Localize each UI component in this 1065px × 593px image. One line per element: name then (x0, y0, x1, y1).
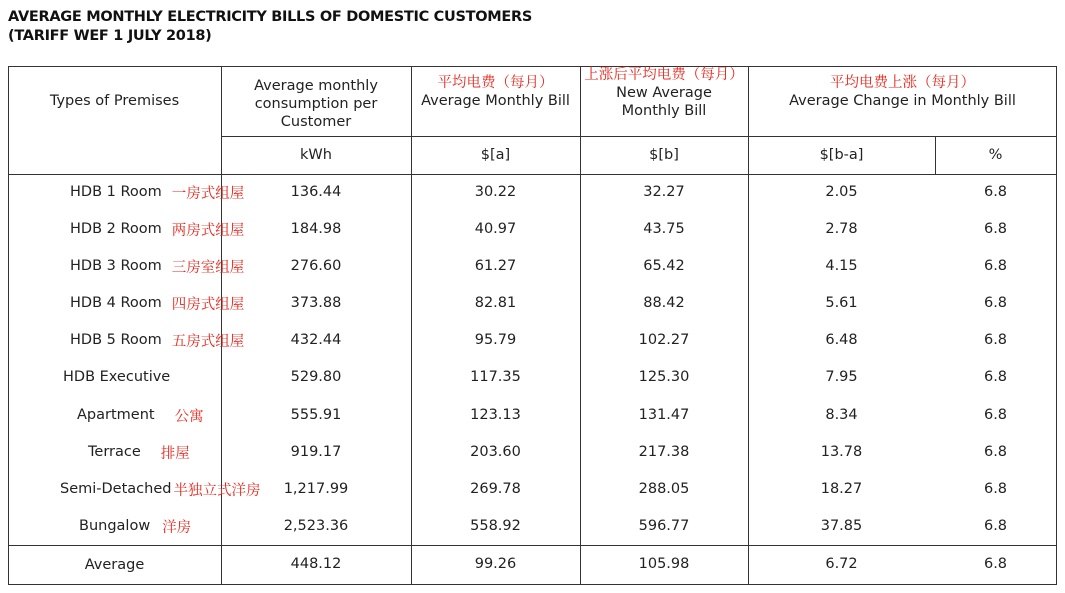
cell-kwh: 184.98 (290, 221, 342, 237)
header-consumption-line3: Customer (280, 114, 352, 130)
header-bottom-rule (8, 174, 1057, 175)
cell-b-minus-a: 18.27 (820, 481, 863, 497)
cell-percent: 6.8 (983, 369, 1008, 385)
header-avg-bill-en: Average Monthly Bill (421, 93, 570, 109)
header-avg-bill (411, 70, 580, 114)
row-label (70, 179, 244, 205)
average-kwh: 448.12 (290, 555, 342, 572)
cell-a: 558.92 (470, 518, 521, 534)
premise-name: HDB 2 Room (70, 221, 162, 237)
unit-a: $[a] (480, 147, 511, 163)
cell-a: 30.22 (474, 184, 517, 200)
premise-name: HDB 1 Room (70, 184, 162, 200)
cell-percent: 6.8 (983, 258, 1008, 274)
premise-name: Apartment (77, 407, 155, 423)
cell-b-minus-a: 8.34 (825, 407, 858, 423)
cell-b-minus-a: 5.61 (825, 295, 858, 311)
unit-kwh: kWh (300, 147, 332, 163)
table-border-left (8, 66, 9, 585)
cell-percent: 6.8 (983, 184, 1008, 200)
premise-name-cn: 半独立式洋房 (173, 482, 261, 499)
header-avg-bill-cn: 平均电费（每月） (437, 75, 554, 91)
cell-kwh: 919.17 (290, 444, 342, 460)
header-new-bill-line1: New Average (616, 85, 712, 101)
unit-b: $[b] (649, 147, 679, 163)
cell-percent: 6.8 (983, 407, 1008, 423)
cell-b-minus-a: 2.78 (825, 221, 858, 237)
cell-kwh: 136.44 (290, 184, 342, 200)
cell-percent: 6.8 (983, 295, 1008, 311)
cell-a: 95.79 (474, 332, 517, 348)
row-label (63, 364, 170, 390)
premise-name-cn: 洋房 (162, 519, 192, 536)
header-change-cn: 平均电费上涨（每月） (830, 75, 975, 91)
row-label (70, 290, 244, 316)
row-label (77, 402, 204, 428)
cell-b: 131.47 (638, 407, 690, 423)
cell-b: 125.30 (638, 369, 690, 385)
cell-percent: 6.8 (983, 332, 1008, 348)
cell-b-minus-a: 6.48 (825, 332, 858, 348)
cell-percent: 6.8 (983, 518, 1008, 534)
cell-b: 217.38 (638, 444, 690, 460)
cell-kwh: 373.88 (290, 295, 342, 311)
row-label (88, 439, 190, 465)
cell-kwh: 529.80 (290, 369, 342, 385)
premise-name-cn: 四房式组屋 (171, 296, 245, 313)
cell-a: 117.35 (470, 369, 521, 385)
premise-name: HDB Executive (63, 369, 171, 385)
premise-name-cn: 两房式组屋 (171, 222, 245, 239)
cell-kwh: 432.44 (290, 332, 342, 348)
cell-b: 288.05 (638, 481, 690, 497)
average-b-minus-a: 6.72 (825, 555, 858, 572)
cell-a: 203.60 (470, 444, 521, 460)
premise-name: Terrace (88, 444, 141, 460)
header-new-bill-line2: Monthly Bill (621, 103, 707, 119)
header-consumption-line1: Average monthly (254, 78, 378, 94)
row-label (70, 216, 244, 242)
cell-kwh: 276.60 (290, 258, 342, 274)
premise-name: HDB 3 Room (70, 258, 162, 274)
row-label (70, 253, 244, 279)
cell-b: 65.42 (643, 258, 685, 274)
cell-b: 43.75 (643, 221, 685, 237)
cell-b: 596.77 (638, 518, 690, 534)
cell-b-minus-a: 37.85 (820, 518, 863, 534)
average-percent: 6.8 (983, 555, 1008, 572)
premise-name-cn: 三房室组屋 (171, 259, 245, 276)
cell-b-minus-a: 4.15 (825, 258, 858, 274)
cell-percent: 6.8 (983, 444, 1008, 460)
page-subtitle: (TARIFF WEF 1 JULY 2018) (8, 28, 212, 44)
cell-a: 123.13 (470, 407, 521, 423)
cell-percent: 6.8 (983, 481, 1008, 497)
cell-kwh: 1,217.99 (283, 481, 349, 497)
row-label (79, 513, 191, 539)
premise-name: Semi-Detached (60, 481, 172, 497)
premise-name-cn: 五房式组屋 (171, 333, 245, 350)
cell-b-minus-a: 2.05 (825, 184, 858, 200)
premise-name-cn: 排屋 (160, 445, 190, 462)
header-consumption-line2: consumption per (254, 96, 378, 112)
average-b: 105.98 (638, 555, 690, 572)
table-border-right (1056, 66, 1057, 585)
average-a: 99.26 (474, 555, 517, 572)
header-premises: Types of Premises (49, 93, 180, 109)
table-border-bottom (8, 584, 1057, 585)
cell-a: 82.81 (474, 295, 517, 311)
cell-a: 269.78 (470, 481, 521, 497)
premise-name: HDB 5 Room (70, 332, 162, 348)
unit-percent: % (988, 147, 1003, 163)
cell-b: 102.27 (638, 332, 690, 348)
cell-kwh: 555.91 (290, 407, 342, 423)
electricity-bills-table (8, 66, 1057, 585)
header-consumption (221, 72, 411, 136)
average-label: Average (84, 556, 145, 573)
header-new-bill (580, 66, 748, 120)
premise-name-cn: 公寓 (174, 408, 204, 425)
cell-a: 61.27 (474, 258, 517, 274)
cell-a: 40.97 (474, 221, 517, 237)
cell-b-minus-a: 13.78 (820, 444, 863, 460)
premise-name: Bungalow (79, 518, 151, 534)
cell-b: 88.42 (643, 295, 685, 311)
premise-name-cn: 一房式组屋 (171, 185, 245, 202)
cell-b: 32.27 (643, 184, 685, 200)
header-change (748, 70, 1057, 114)
row-label (70, 327, 244, 353)
unit-b-minus-a: $[b-a] (819, 147, 864, 163)
header-new-bill-cn: 上涨后平均电费（每月） (584, 67, 744, 83)
premise-name: HDB 4 Room (70, 295, 162, 311)
cell-percent: 6.8 (983, 221, 1008, 237)
cell-b-minus-a: 7.95 (825, 369, 858, 385)
page-title: AVERAGE MONTHLY ELECTRICITY BILLS OF DOMESTIC CUSTOMERS (8, 9, 533, 25)
header-change-en: Average Change in Monthly Bill (789, 93, 1016, 109)
cell-kwh: 2,523.36 (283, 518, 349, 534)
